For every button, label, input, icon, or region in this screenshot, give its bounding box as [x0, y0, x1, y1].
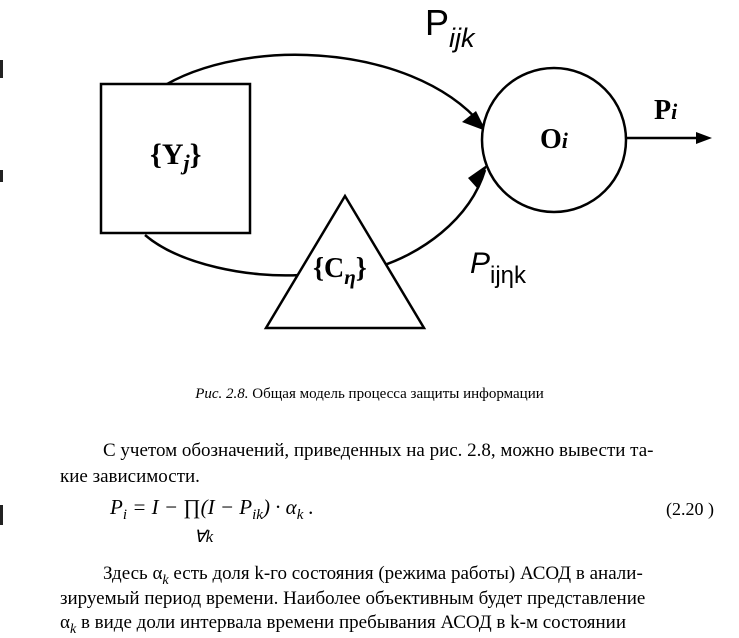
node-c-label-main: {C: [313, 253, 345, 284]
node-y-label: [150, 138, 202, 175]
edge-top-label-main: P: [425, 2, 450, 43]
edge-bottom-curve: [145, 235, 300, 275]
scan-margin-mark: [0, 170, 3, 182]
output-label-main: P: [654, 95, 672, 126]
equation-2-20: [110, 495, 314, 524]
paragraph-line-1: С учетом обозначений, приведенных на рис. 2.8, можно вывести та-: [103, 440, 654, 461]
line3-sub: k: [162, 572, 169, 588]
edge-bottom-curve-right: [375, 170, 485, 268]
caption-prefix: Рис. 2.8.: [195, 386, 249, 402]
equation-lhs-sub: i: [122, 507, 127, 524]
product-subscript: ∀k: [194, 527, 214, 546]
scan-margin-mark: [0, 60, 3, 78]
edge-bottom-arrowhead: [468, 164, 488, 188]
line5-sub: k: [69, 621, 77, 637]
node-c-label: [313, 253, 367, 289]
node-c-label-sub: η: [344, 265, 356, 289]
equation-rhs-sub: ik: [252, 507, 263, 524]
node-o-label-sub: i: [561, 128, 568, 153]
output-label: [654, 95, 677, 127]
equation-rhs: = I − ∏(I − P: [127, 495, 253, 519]
paragraph-line-3: [103, 563, 643, 589]
caption-text: Общая модель процесса защиты информации: [248, 386, 544, 402]
output-label-sub: i: [671, 99, 678, 124]
equation-tail: ) · α: [262, 495, 297, 519]
line5-rest: в виде доли интервала времени пребывания АСОД в k-м состоянии: [76, 612, 627, 633]
line5-start: α: [60, 612, 70, 633]
node-y-label-main: {Y: [150, 138, 184, 171]
node-y-label-close: }: [189, 138, 202, 171]
edge-top-label: [425, 2, 475, 53]
edge-bottom-label-sub: ijηk: [490, 262, 527, 289]
line3-start: Здесь α: [103, 563, 163, 584]
edge-top-label-sub: ijk: [449, 23, 475, 53]
equation-lhs: P: [110, 495, 123, 519]
node-c-label-close: }: [355, 253, 367, 284]
edge-bottom-label-main: P: [470, 247, 491, 280]
node-o-label-main: O: [540, 124, 562, 155]
equation-number: (2.20 ): [666, 499, 714, 519]
scan-margin-mark: [0, 505, 3, 525]
paragraph-line-2: кие зависимости.: [60, 466, 200, 487]
node-y-label-sub: j: [183, 150, 190, 175]
figure-caption: [0, 386, 739, 403]
paragraph-line-4: зируемый период времени. Наиболее объективным будет представление: [60, 588, 646, 609]
line3-rest: есть доля k-го состояния (режима работы) АСОД в анали-: [168, 563, 643, 584]
equation-end: .: [303, 495, 314, 519]
output-arrowhead: [696, 132, 712, 144]
paragraph-line-5: [60, 612, 626, 638]
equation-tail-sub: k: [296, 507, 304, 524]
edge-bottom-label: [470, 247, 527, 289]
node-o-label: [540, 124, 568, 156]
